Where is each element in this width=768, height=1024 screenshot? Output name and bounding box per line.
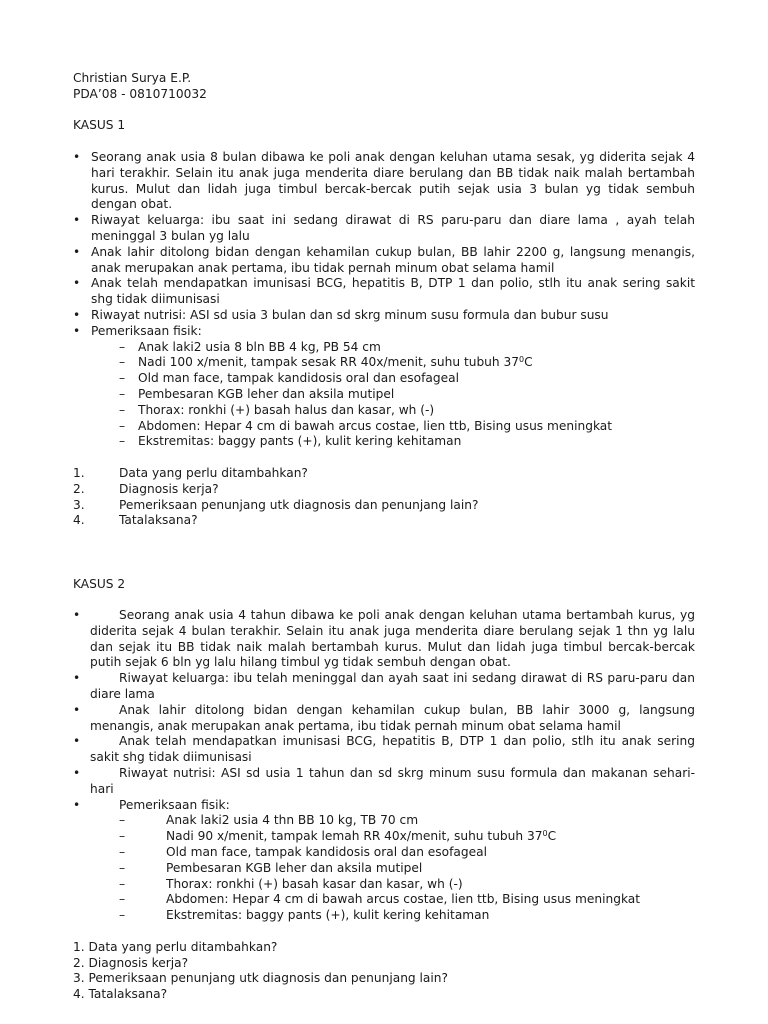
kasus2-question: 3. Pemeriksaan penunjang utk diagnosis dan penunjang lain? xyxy=(73,971,448,986)
kasus1-bullet: • Riwayat keluarga: ibu saat ini sedang dirawat di RS paru-paru dan diare lama , ayah telah meninggal 3 bulan yg lalu xyxy=(73,213,695,245)
kasus2-question: 2. Diagnosis kerja? xyxy=(73,955,189,970)
kasus2-question: 1. Data yang perlu ditambahkan? xyxy=(73,939,278,954)
kasus1-temp-unit: C xyxy=(524,355,533,370)
question-text: Pemeriksaan penunjang utk diagnosis dan penunjang lain? xyxy=(119,497,479,512)
kasus2-bullet-text: Pemeriksaan fisik: xyxy=(119,797,230,812)
question-number: 2. xyxy=(73,481,85,496)
author-name: Christian Surya E.P. xyxy=(73,71,192,85)
kasus1-exam-item: – Ekstremitas: baggy pants (+), kulit kering kehitaman xyxy=(73,434,695,450)
kasus2-exam-item: – Thorax: ronkhi (+) basah kasar dan kasar, wh (-) xyxy=(73,877,695,893)
kasus1-bullet: • Riwayat nutrisi: ASI sd usia 3 bulan dan sd skrg minum susu formula dan bubur susu xyxy=(73,308,695,324)
kasus2-exam-item: – Old man face, tampak kandidosis oral dan esofageal xyxy=(73,845,695,861)
kasus2-bullet xyxy=(73,703,695,735)
kasus2-title: KASUS 2 xyxy=(73,576,126,591)
kasus2-bullet-text: Anak lahir ditolong bidan dengan kehamilan cukup bulan, BB lahir 3000 g, langsung menangis, anak merupakan anak pertama, ibu tidak pernah minum obat selama hamil xyxy=(90,702,695,733)
kasus2-bullet-text: Anak telah mendapatkan imunisasi BCG, hepatitis B, DTP 1 dan polio, stlh itu anak sering sakit shg tidak diimunisasi xyxy=(90,734,695,765)
kasus2-bullet xyxy=(73,734,695,766)
kasus2-bullet-text: Riwayat keluarga: ibu telah meninggal dan ayah saat ini sedang dirawat di RS paru-paru dan diare lama xyxy=(90,671,695,702)
kasus2-exam-item: – Anak laki2 usia 4 thn BB 10 kg, TB 70 cm xyxy=(73,813,695,829)
question-text: Diagnosis kerja? xyxy=(119,481,219,496)
student-id: PDA’08 - 0810710032 xyxy=(73,86,207,101)
kasus1-exam-item: – Thorax: ronkhi (+) basah halus dan kasar, wh (-) xyxy=(73,403,695,419)
kasus1-exam-item: – Old man face, tampak kandidosis oral dan esofageal xyxy=(73,371,695,387)
kasus2-bullet xyxy=(73,798,695,814)
kasus1-temp-superscript: 0 xyxy=(519,355,525,365)
kasus2-exam-item xyxy=(73,829,695,845)
kasus2-temp-unit: C xyxy=(547,829,557,844)
kasus1-title: KASUS 1 xyxy=(73,118,126,133)
document-page xyxy=(73,71,695,1003)
kasus1-exam-item: – Abdomen: Hepar 4 cm di bawah arcus costae, lien ttb, Bising usus meningkat xyxy=(73,419,695,435)
kasus1-exam-item xyxy=(73,355,695,371)
kasus2-exam-temp-text: Nadi 90 x/menit, tampak lemah RR 40x/menit, suhu tubuh 37 xyxy=(166,829,543,844)
kasus1-exam-temp-text: Nadi 100 x/menit, tampak sesak RR 40x/menit, suhu tubuh 37 xyxy=(138,355,520,370)
kasus1-bullet: • Anak telah mendapatkan imunisasi BCG, hepatitis B, DTP 1 dan polio, stlh itu anak sering sakit shg tidak diimunisasi xyxy=(73,276,695,308)
kasus1-question xyxy=(73,513,695,529)
kasus2-bullet xyxy=(73,671,695,703)
kasus2-bullet xyxy=(73,766,695,798)
kasus2-bullet-text: Seorang anak usia 4 tahun dibawa ke poli anak dengan keluhan utama bertambah kurus, yg diderita sejak 4 bulan terakhir. Selain itu anak juga menderita diare berulang sejak 1 thn yg lalu dan sejak itu BB tidak naik malah bertambah kurus. Mulut dan lidah juga timbul bercak-bercak putih sejak 6 bln yg lalu hilang timbul yg tidak sembuh dengan obat. xyxy=(90,608,695,670)
kasus1-question xyxy=(73,466,695,482)
kasus1-question xyxy=(73,498,695,514)
question-number: 1. xyxy=(73,465,85,480)
kasus2-temp-superscript: 0 xyxy=(542,829,548,839)
kasus2-exam-item: – Abdomen: Hepar 4 cm di bawah arcus costae, lien ttb, Bising usus meningkat xyxy=(73,892,695,908)
question-text: Data yang perlu ditambahkan? xyxy=(119,465,308,480)
kasus2-exam-item: – Ekstremitas: baggy pants (+), kulit kering kehitaman xyxy=(73,908,695,924)
kasus1-exam-item: – Anak laki2 usia 8 bln BB 4 kg, PB 54 cm xyxy=(73,340,695,356)
kasus2-bullet xyxy=(73,608,695,671)
kasus2-question: 4. Tatalaksana? xyxy=(73,987,168,1002)
kasus2-bullet-text: Riwayat nutrisi: ASI sd usia 1 tahun dan sd skrg minum susu formula dan makanan sehari-hari xyxy=(90,766,695,796)
kasus1-question xyxy=(73,482,695,498)
kasus1-bullet: • Pemeriksaan fisik: xyxy=(73,324,695,340)
question-number: 4. xyxy=(73,513,85,528)
kasus1-exam-item: – Pembesaran KGB leher dan aksila mutipel xyxy=(73,387,695,403)
question-text: Tatalaksana? xyxy=(119,513,198,528)
kasus1-bullet: • Anak lahir ditolong bidan dengan kehamilan cukup bulan, BB lahir 2200 g, langsung menangis, anak merupakan anak pertama, ibu tidak pernah minum obat selama hamil xyxy=(73,245,695,277)
kasus1-bullet: • Seorang anak usia 8 bulan dibawa ke poli anak dengan keluhan utama sesak, yg diderita sejak 4 hari terakhir. Selain itu anak juga menderita diare berulang dan BB tidak naik malah bertambah kurus. Mulut dan lidah juga timbul bercak-bercak putih sejak usia 3 bulan yg tidak sembuh dengan obat. xyxy=(73,150,695,213)
question-number: 3. xyxy=(73,497,85,512)
kasus2-exam-item: – Pembesaran KGB leher dan aksila mutipel xyxy=(73,861,695,877)
